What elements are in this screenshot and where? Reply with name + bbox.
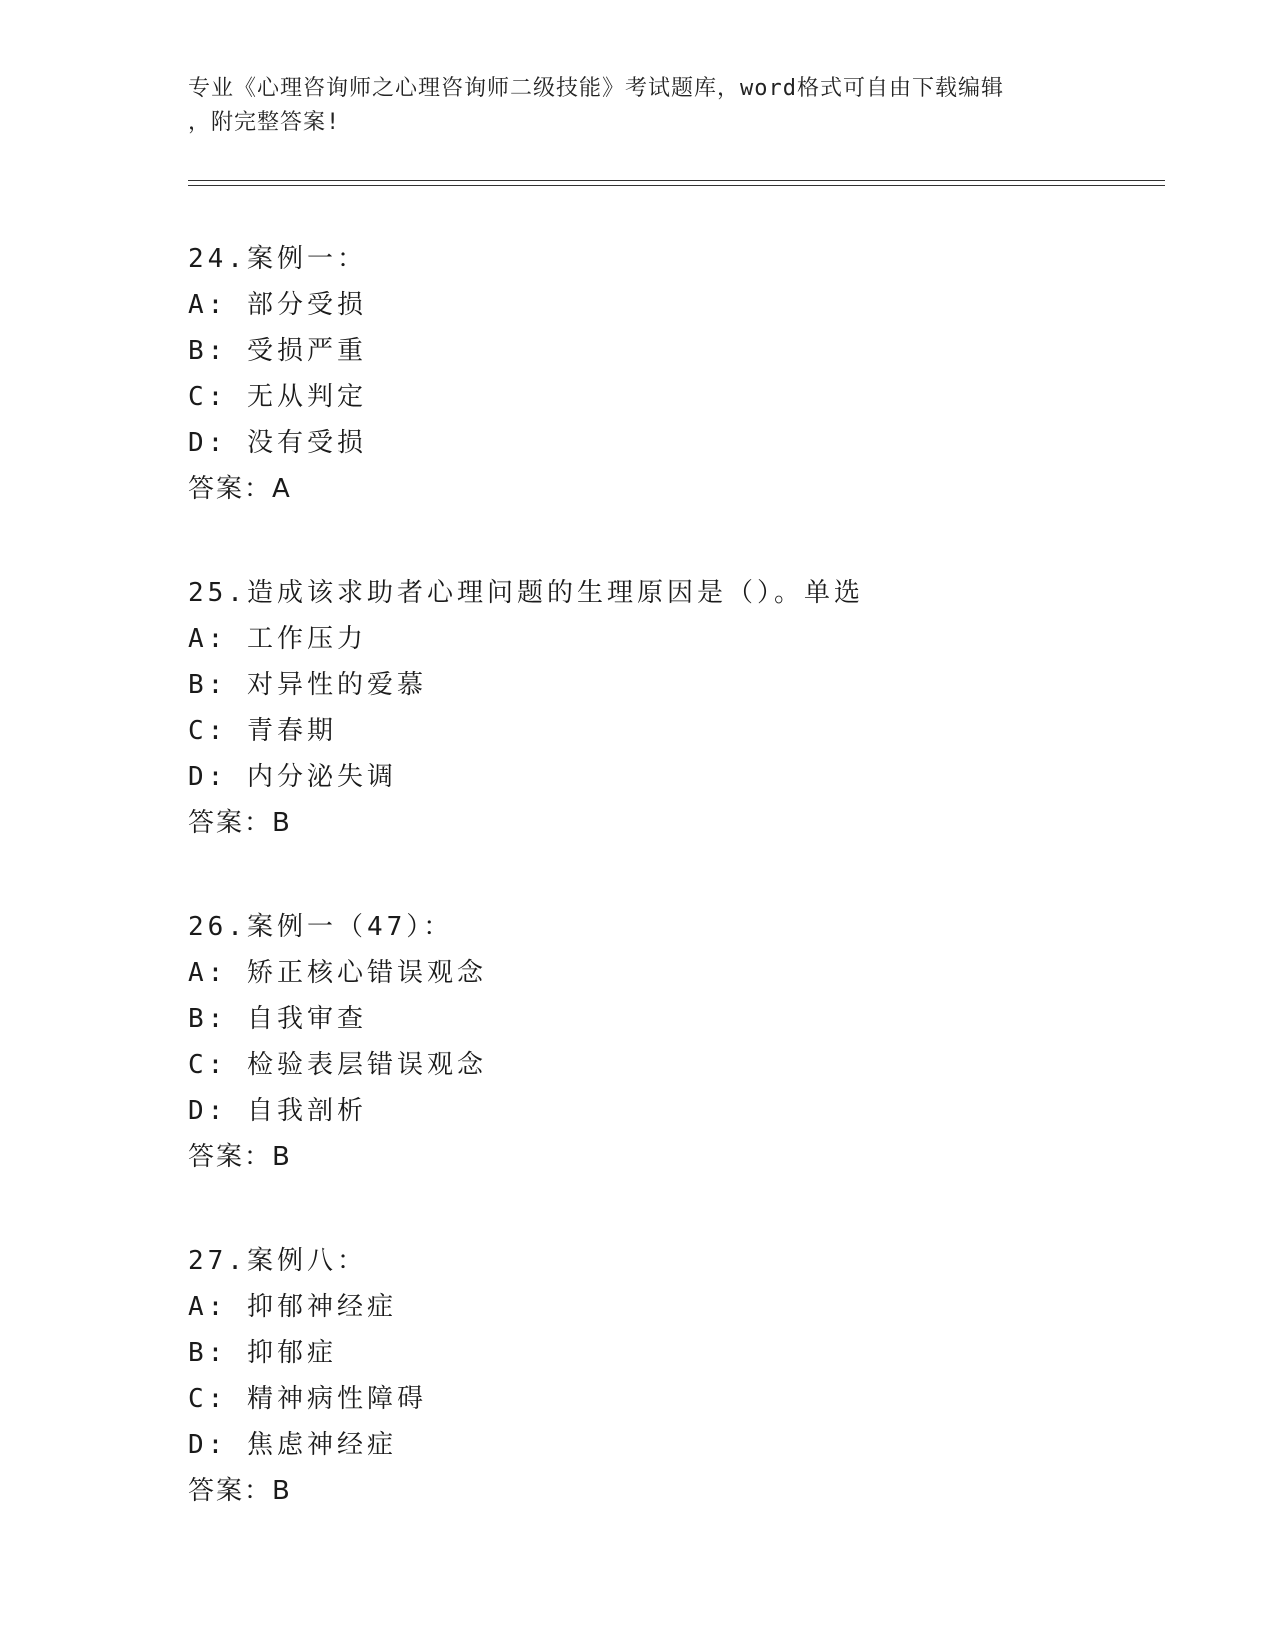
option-d: D: 自我剖析 xyxy=(188,1096,367,1126)
header-divider-top xyxy=(188,180,1165,181)
option-c: C: 检验表层错误观念 xyxy=(188,1050,487,1080)
header-divider-bottom xyxy=(188,185,1165,186)
answer: 答案：B xyxy=(188,1476,292,1506)
option-c: C: 精神病性障碍 xyxy=(188,1384,427,1414)
question-list xyxy=(188,236,1168,1572)
option-d: D: 没有受损 xyxy=(188,428,367,458)
header-title-line-1: 专业《心理咨询师之心理咨询师二级技能》考试题库，word格式可自由下载编辑 xyxy=(188,76,1004,101)
option-b: B: 对异性的爱慕 xyxy=(188,670,427,700)
answer: 答案：B xyxy=(188,808,292,838)
option-c: C: 无从判定 xyxy=(188,382,367,412)
question-27 xyxy=(188,1238,1168,1514)
option-b: B: 自我审查 xyxy=(188,1004,367,1034)
question-24 xyxy=(188,236,1168,512)
header-title-line-2: ，附完整答案! xyxy=(188,110,341,135)
option-b: B: 抑郁症 xyxy=(188,1338,337,1368)
question-25 xyxy=(188,570,1168,846)
answer: 答案：A xyxy=(188,474,292,504)
document-header xyxy=(188,72,1088,140)
option-a: A: 抑郁神经症 xyxy=(188,1292,397,1322)
option-a: A: 矫正核心错误观念 xyxy=(188,958,487,988)
question-title: 24.案例一： xyxy=(188,244,367,274)
option-c: C: 青春期 xyxy=(188,716,337,746)
question-title: 26.案例一（47）： xyxy=(188,912,454,942)
question-26 xyxy=(188,904,1168,1180)
option-a: A: 部分受损 xyxy=(188,290,367,320)
question-title: 25.造成该求助者心理问题的生理原因是（）。单选 xyxy=(188,578,864,608)
question-title: 27.案例八： xyxy=(188,1246,367,1276)
option-d: D: 焦虑神经症 xyxy=(188,1430,397,1460)
option-a: A: 工作压力 xyxy=(188,624,367,654)
answer: 答案：B xyxy=(188,1142,292,1172)
option-d: D: 内分泌失调 xyxy=(188,762,397,792)
option-b: B: 受损严重 xyxy=(188,336,367,366)
